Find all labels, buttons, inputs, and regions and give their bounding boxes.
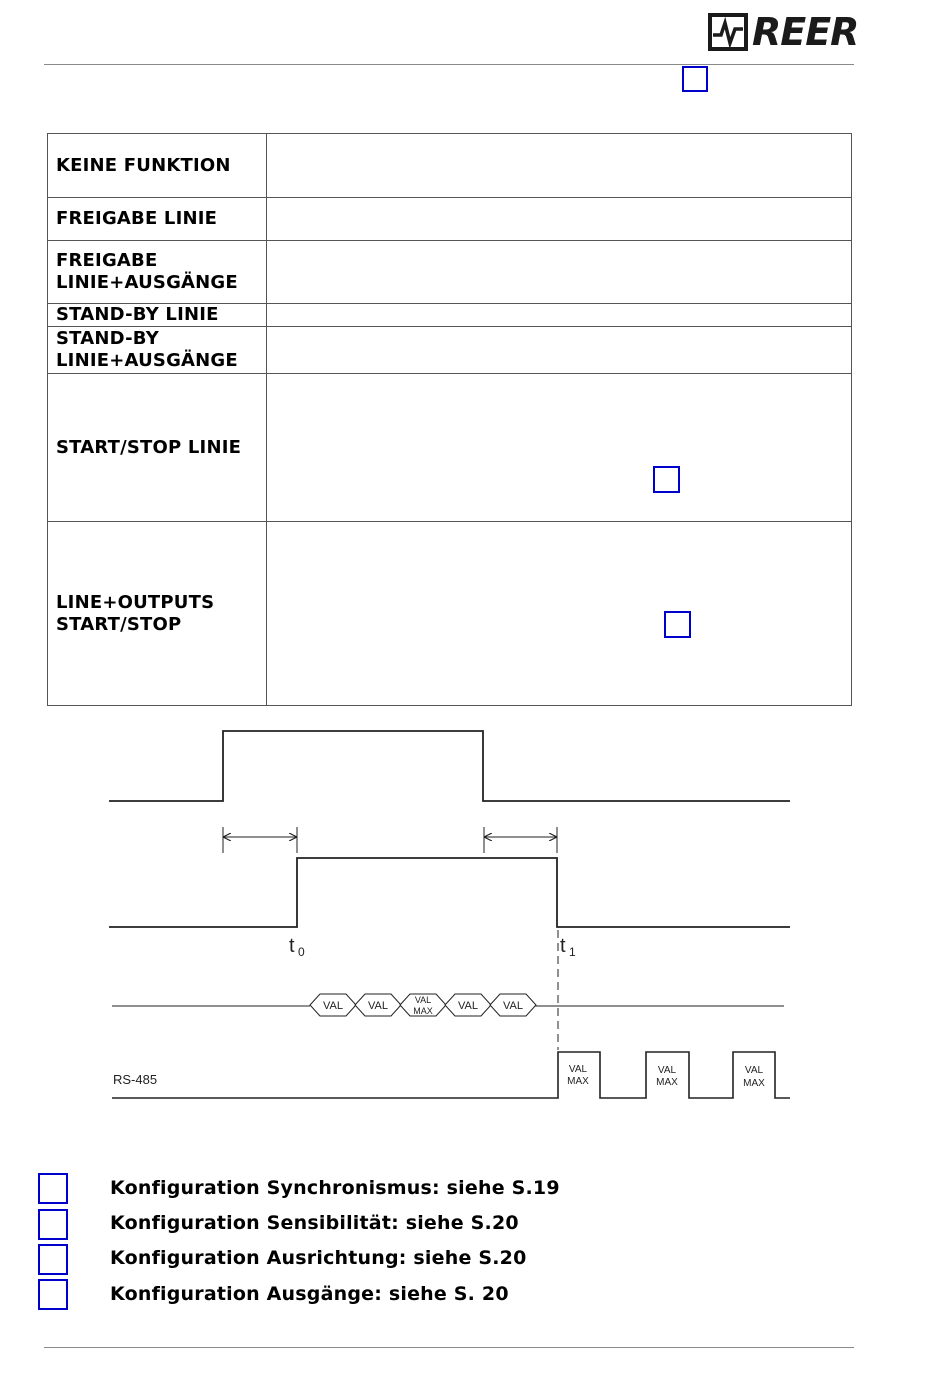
value-cell bbox=[355, 994, 401, 1016]
function-name: FREIGABE LINIE+AUSGÄNGE bbox=[48, 241, 267, 304]
function-name: START/STOP LINIE bbox=[48, 374, 267, 522]
function-description bbox=[267, 522, 852, 706]
svg-text:MAX: MAX bbox=[567, 1076, 589, 1087]
rs485-label: RS-485 bbox=[113, 1072, 158, 1087]
t0-subscript: 0 bbox=[298, 945, 305, 959]
value-cell bbox=[445, 994, 491, 1016]
rs485-frame-label bbox=[656, 1065, 678, 1088]
table-row bbox=[48, 241, 852, 304]
footer-rule bbox=[44, 1347, 854, 1348]
function-table bbox=[47, 133, 852, 706]
value-cell bbox=[490, 994, 536, 1016]
table-row bbox=[48, 522, 852, 706]
reference-marker bbox=[38, 1173, 68, 1204]
svg-text:MAX: MAX bbox=[413, 1006, 433, 1016]
svg-text:VAL: VAL bbox=[657, 1065, 677, 1076]
svg-text:VAL: VAL bbox=[503, 1000, 523, 1012]
svg-text:VAL: VAL bbox=[368, 1000, 388, 1012]
svg-text:VAL: VAL bbox=[458, 1000, 478, 1012]
reer-logo bbox=[708, 10, 858, 54]
marker-box-startstop bbox=[653, 466, 680, 493]
function-description bbox=[267, 304, 852, 327]
function-description bbox=[267, 198, 852, 241]
rs485-signal-trace bbox=[112, 1052, 790, 1098]
svg-text:MAX: MAX bbox=[656, 1077, 678, 1088]
reference-link[interactable]: Konfiguration Sensibilität: siehe S.20 bbox=[110, 1212, 519, 1234]
reference-link[interactable]: Konfiguration Synchronismus: siehe S.19 bbox=[110, 1177, 560, 1199]
function-description bbox=[267, 134, 852, 198]
t0-label: t bbox=[289, 935, 295, 957]
reference-marker bbox=[38, 1209, 68, 1240]
t1-subscript: 1 bbox=[569, 945, 576, 959]
function-description bbox=[267, 241, 852, 304]
reference-link[interactable]: Konfiguration Ausrichtung: siehe S.20 bbox=[110, 1247, 527, 1269]
marker-box-outputs bbox=[664, 611, 691, 638]
function-name: FREIGABE LINIE bbox=[48, 198, 267, 241]
table-row bbox=[48, 198, 852, 241]
reer-logo-icon bbox=[708, 13, 748, 51]
svg-text:MAX: MAX bbox=[743, 1078, 765, 1089]
function-description bbox=[267, 327, 852, 374]
function-name: STAND-BY LINIE bbox=[48, 304, 267, 327]
table-row bbox=[48, 327, 852, 374]
value-cell bbox=[310, 994, 356, 1016]
svg-text:VAL: VAL bbox=[744, 1065, 764, 1076]
reference-marker bbox=[38, 1279, 68, 1310]
table-row bbox=[48, 304, 852, 327]
function-name: KEINE FUNKTION bbox=[48, 134, 267, 198]
marker-box-top bbox=[682, 66, 708, 92]
timing-diagram bbox=[0, 720, 950, 1120]
svg-text:VAL: VAL bbox=[414, 995, 432, 1005]
svg-text:VAL: VAL bbox=[323, 1000, 343, 1012]
svg-text:VAL: VAL bbox=[568, 1064, 588, 1075]
t1-label: t bbox=[560, 935, 566, 957]
value-cell-max bbox=[400, 994, 446, 1016]
header-rule bbox=[44, 64, 854, 65]
function-name: STAND-BY LINIE+AUSGÄNGE bbox=[48, 327, 267, 374]
rs485-frame-label bbox=[567, 1064, 589, 1087]
table-row bbox=[48, 134, 852, 198]
function-name: LINE+OUTPUTS START/STOP bbox=[48, 522, 267, 706]
brand-name: REER bbox=[752, 10, 859, 54]
rs485-frame-label bbox=[743, 1065, 765, 1089]
table-row bbox=[48, 374, 852, 522]
reference-link[interactable]: Konfiguration Ausgänge: siehe S. 20 bbox=[110, 1283, 509, 1305]
function-description bbox=[267, 374, 852, 522]
output-signal-trace bbox=[109, 858, 790, 927]
input-signal-trace bbox=[109, 731, 790, 801]
reference-marker bbox=[38, 1244, 68, 1275]
